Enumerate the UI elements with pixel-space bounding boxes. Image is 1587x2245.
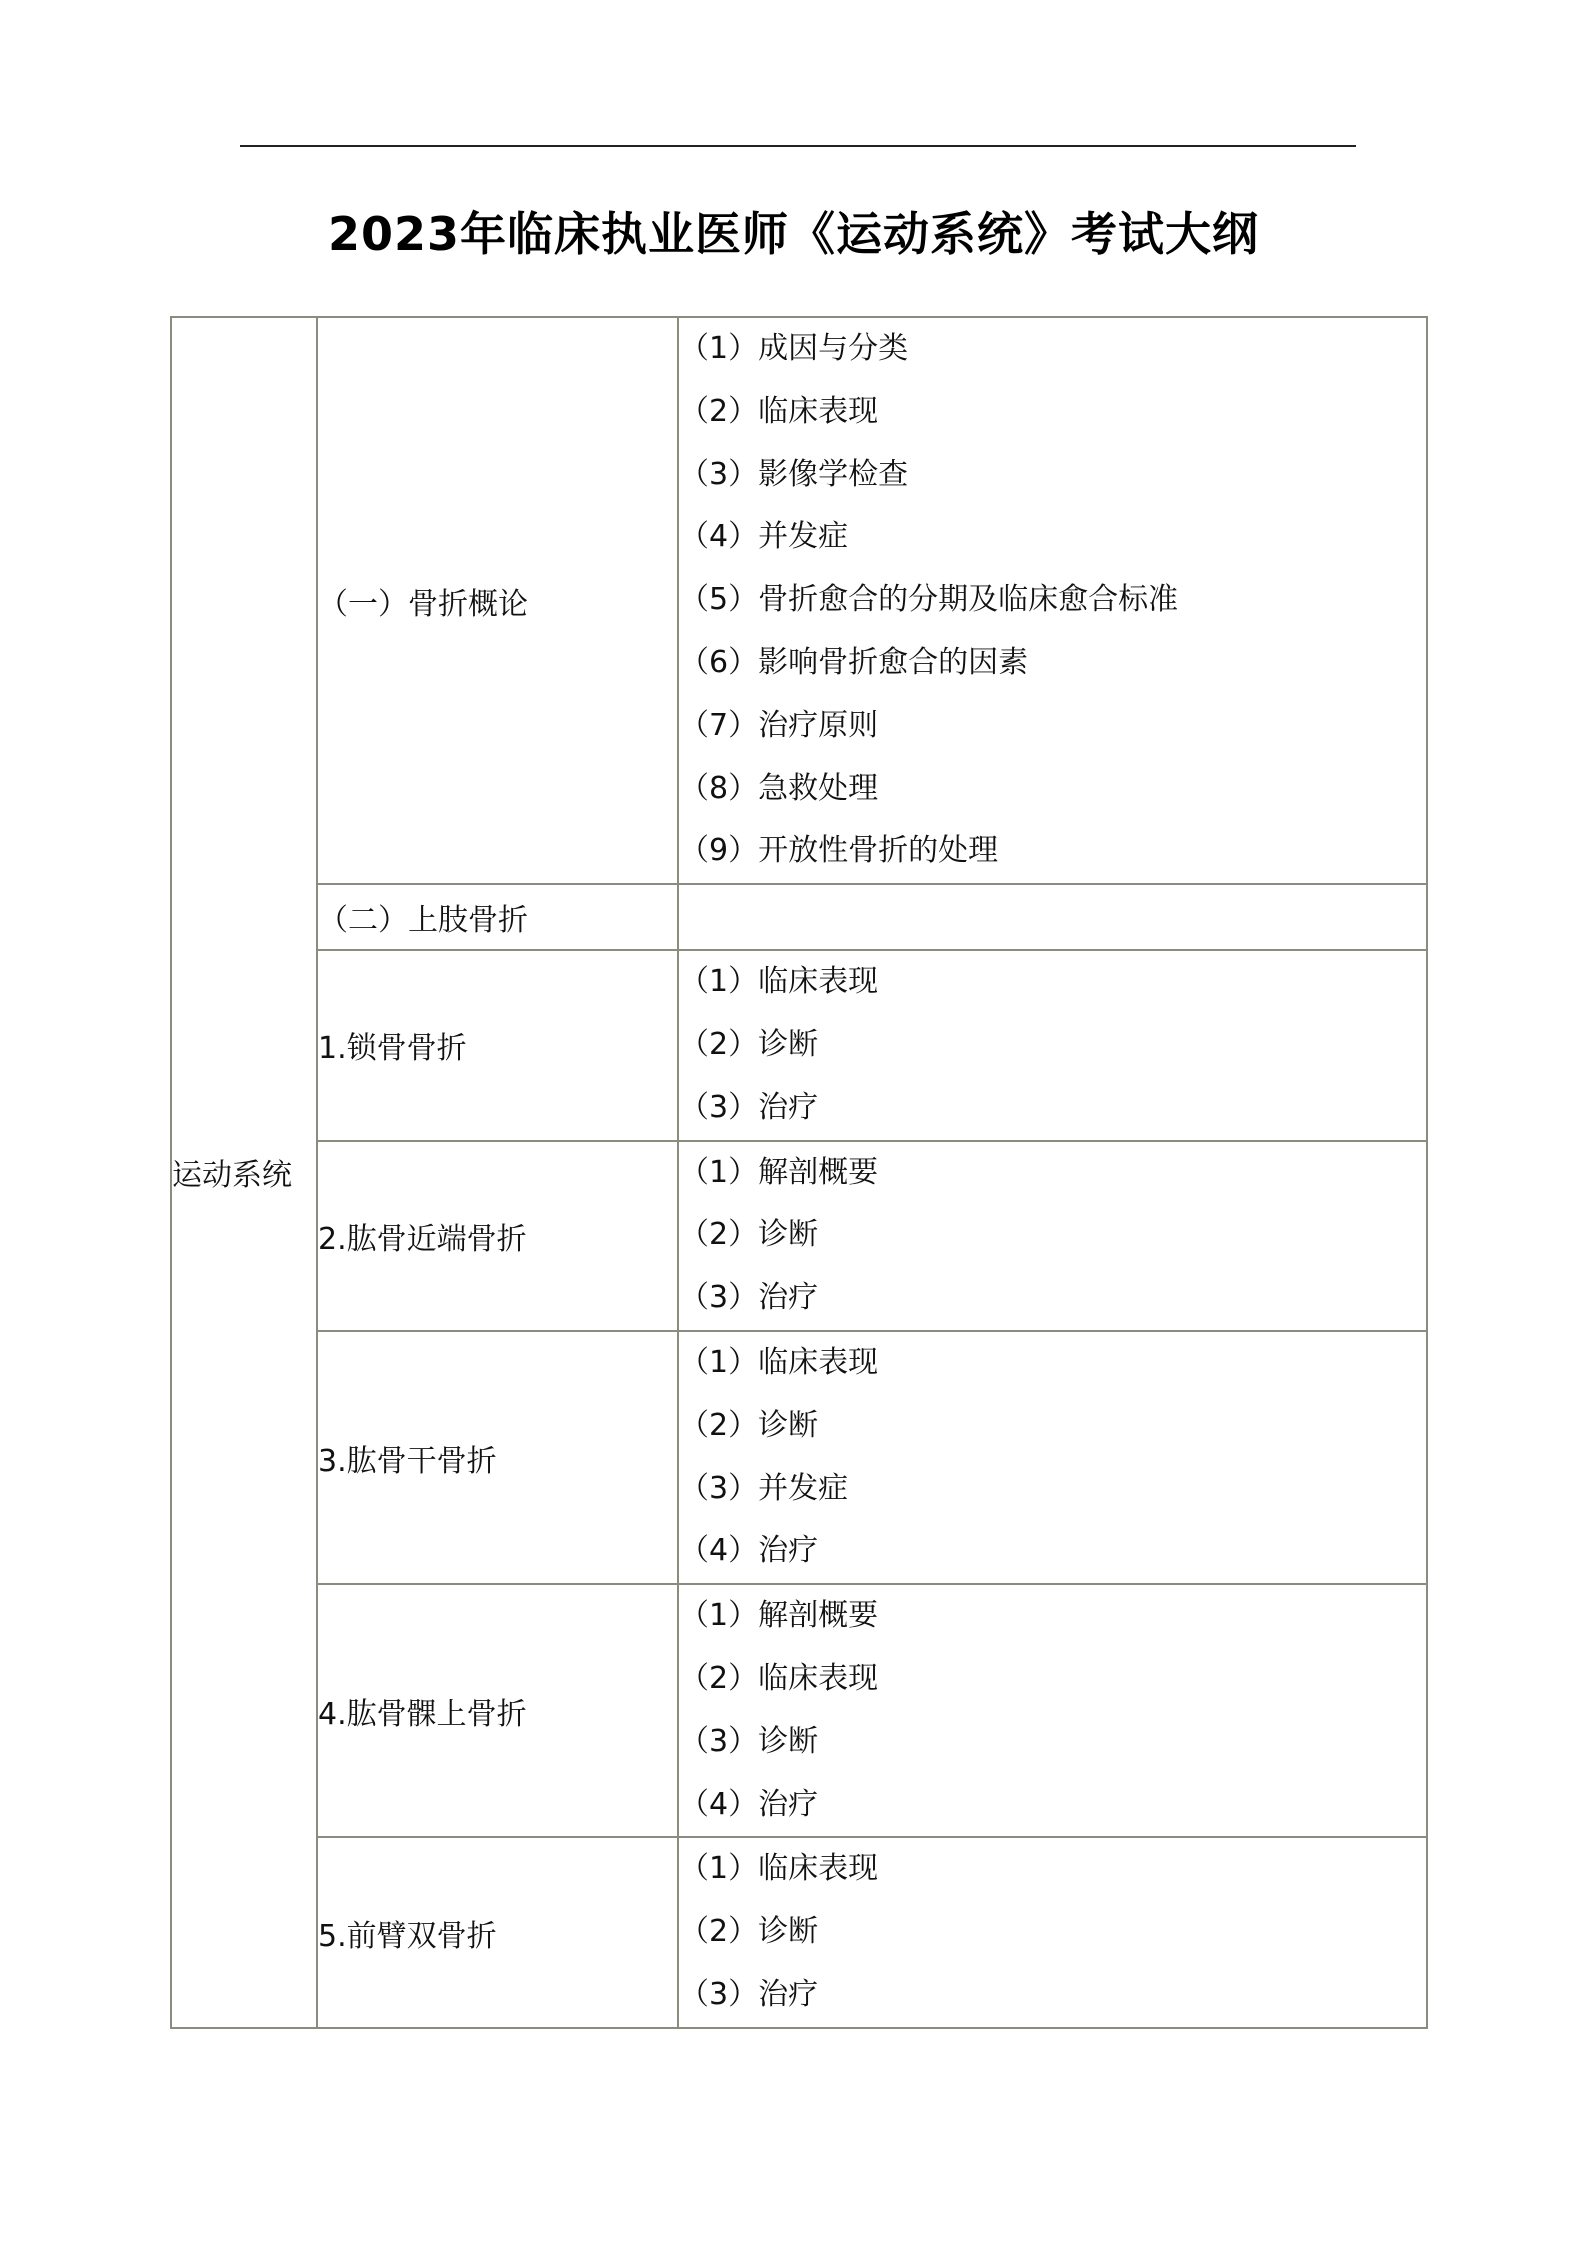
section-heading: （一）骨折概论: [317, 317, 678, 884]
table-row: [171, 884, 1427, 950]
section-items: [678, 317, 1427, 884]
list-item: （2）临床表现: [679, 1660, 879, 1696]
list-item: （3）治疗: [679, 1976, 819, 2012]
section-items: [678, 1837, 1427, 2027]
list-item: （3）并发症: [679, 1470, 849, 1506]
list-item: （2）诊断: [679, 1217, 819, 1253]
list-item: （3）治疗: [679, 1280, 819, 1316]
list-item: （1）解剖概要: [679, 1154, 879, 1190]
section-heading: 3.肱骨干骨折: [317, 1331, 678, 1584]
section-heading: 1.锁骨骨折: [317, 950, 678, 1140]
section-items: [678, 1331, 1427, 1584]
list-item: （1）解剖概要: [679, 1598, 879, 1634]
list-item: （6）影响骨折愈合的因素: [679, 644, 1029, 680]
list-item: （3）治疗: [679, 1089, 819, 1125]
list-item: （3）诊断: [679, 1723, 819, 1759]
table-row: [171, 1141, 1427, 1331]
subject-cell: 运动系统: [171, 317, 317, 2028]
section-heading: 5.前臂双骨折: [317, 1837, 678, 2027]
table-row: [171, 950, 1427, 1140]
list-item: （1）临床表现: [679, 1851, 879, 1887]
list-item: （4）并发症: [679, 519, 849, 555]
list-item: （4）治疗: [679, 1786, 819, 1822]
syllabus-table: [170, 316, 1428, 2029]
list-item: （2）诊断: [679, 1914, 819, 1950]
page-title: 2023年临床执业医师《运动系统》考试大纲: [327, 207, 1260, 261]
list-item: （2）诊断: [679, 1407, 819, 1443]
list-item: （2）诊断: [679, 1026, 819, 1062]
table-row: [171, 1584, 1427, 1837]
section-items: [678, 950, 1427, 1140]
list-item: （4）治疗: [679, 1533, 819, 1569]
header-rule: [240, 145, 1356, 147]
list-item: （1）临床表现: [679, 964, 879, 1000]
list-item: （7）治疗原则: [679, 707, 879, 743]
section-heading: 4.肱骨髁上骨折: [317, 1584, 678, 1837]
table-row: [171, 317, 1427, 884]
table-row: [171, 1331, 1427, 1584]
section-heading: 2.肱骨近端骨折: [317, 1141, 678, 1331]
list-item: （1）成因与分类: [679, 331, 909, 366]
section-items-empty: [678, 884, 1427, 950]
list-item: （2）临床表现: [679, 393, 879, 429]
list-item: （9）开放性骨折的处理: [679, 833, 999, 869]
section-items: [678, 1141, 1427, 1331]
table-row: [171, 1837, 1427, 2027]
list-item: （3）影像学检查: [679, 456, 909, 492]
list-item: （1）临床表现: [679, 1344, 879, 1380]
list-item: （8）急救处理: [679, 770, 879, 806]
section-heading: （二）上肢骨折: [317, 884, 678, 950]
section-items: [678, 1584, 1427, 1837]
list-item: （5）骨折愈合的分期及临床愈合标准: [679, 582, 1179, 618]
